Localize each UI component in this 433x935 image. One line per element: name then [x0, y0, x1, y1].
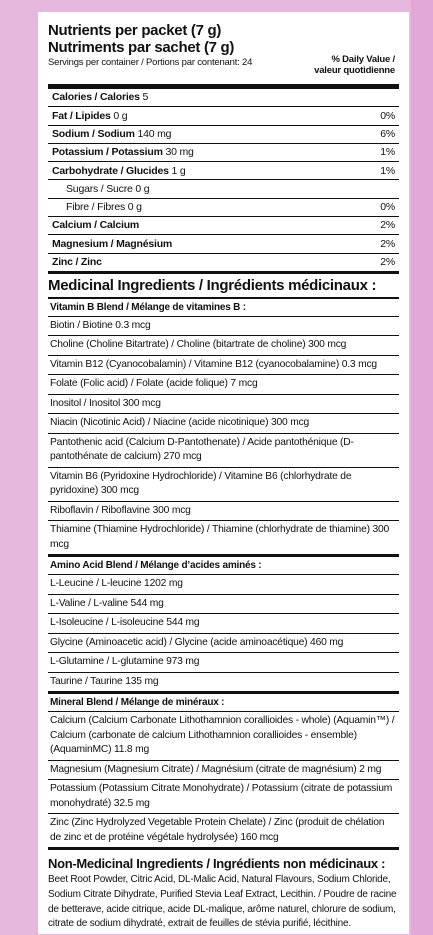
nutrient-row	[48, 199, 399, 217]
amino-ingredient: L-Valine / L-valine 544 mg	[48, 595, 399, 615]
nutrient-dv: 0%	[380, 109, 395, 122]
vitamin-ingredient: Vitamin B12 (Cyanocobalamin) / Vitamine B12 (cyanocobalamine) 0.3 mcg	[48, 356, 399, 376]
amino-blend-title: Amino Acid Blend / Mélange d’acides aminés :	[48, 557, 399, 575]
nutrient-row	[48, 162, 399, 180]
nutrient-name: Potassium / Potassium	[52, 146, 163, 159]
nutrient-amount: 140 mg	[137, 127, 172, 140]
nutrient-dv: 6%	[380, 127, 395, 140]
daily-value-header	[314, 54, 395, 76]
vitamin-ingredient: Biotin / Biotine 0.3 mcg	[48, 317, 399, 337]
nutrient-name-amount	[52, 110, 127, 123]
label-header	[48, 22, 399, 84]
nutrient-amount: 30 mg	[165, 146, 194, 159]
amino-ingredient: L-Glutamine / L-glutamine 973 mg	[48, 653, 399, 673]
nutrient-name: Carbohydrate / Glucides	[52, 164, 169, 177]
dv-line-1: % Daily Value /	[331, 54, 395, 65]
nutrient-amount: 5	[142, 91, 149, 104]
nutrient-name-amount	[52, 165, 185, 178]
nutrient-name: Fibre / Fibres	[66, 201, 126, 214]
nutrient-name-amount	[52, 256, 102, 269]
mineral-blend-title: Mineral Blend / Mélange de minéraux :	[48, 694, 399, 712]
nutrient-dv: 2%	[380, 256, 395, 269]
nutrient-name-amount	[52, 91, 148, 104]
nutrient-name-amount	[66, 201, 142, 214]
medicinal-title: Medicinal Ingredients / Ingrédients médicinaux :	[48, 276, 377, 294]
vitamin-ingredient: Pantothenic acid (Calcium D-Pantothenate) / Acide pantothénique (D-pantothénate de calcium) 270 mcg	[48, 434, 399, 468]
nutrient-row	[48, 107, 399, 125]
nutrient-dv: 1%	[380, 164, 395, 177]
non-medicinal-title: Non-Medicinal Ingredients / Ingrédients non médicinaux :	[48, 856, 386, 872]
nutrient-name-amount	[52, 219, 139, 232]
section-rule	[48, 848, 399, 850]
non-medicinal-text: Beet Root Powder, Citric Acid, DL-Malic Acid, Natural Flavours, Sodium Chloride, Sodium Citrate Dihydrate, Purified Stevia Leaf Extract, Lecithin. / Poudre de racine de betterave, acide citrique, acide DL-malique, arôme naturel, chlorure de sodium, citrate de sodium dihydraté, extrait de feuilles de stévia purifié, lécithine.	[48, 874, 397, 930]
mineral-ingredient: Magnesium (Magnesium Citrate) / Magnésium (citrate de magnésium) 2 mg	[48, 761, 399, 781]
nutrient-name: Fat / Lipides	[52, 109, 111, 122]
nutrient-row	[48, 126, 399, 144]
vitamin-ingredient: Inositol / Inositol 300 mcg	[48, 395, 399, 415]
mineral-list	[48, 712, 399, 848]
nutrient-table	[48, 89, 399, 272]
nutrition-label	[38, 12, 409, 934]
amino-ingredient: L-Leucine / L-leucine 1202 mg	[48, 575, 399, 595]
nutrient-row	[48, 144, 399, 162]
nutrient-row	[48, 254, 399, 272]
nutrient-amount: 0 g	[127, 201, 142, 214]
mineral-ingredient: Potassium (Potassium Citrate Monohydrate) / Potassium (citrate de potassium monohydraté) 32.5 mg	[48, 780, 399, 814]
vitamin-ingredient: Vitamin B6 (Pyridoxine Hydrochloride) / Vitamine B6 (chlorhydrate de pyridoxine) 300 mcg	[48, 468, 399, 502]
vitamin-ingredient: Thiamine (Thiamine Hydrochloride) / Thiamine (chlorhydrate de thiamine) 300 mcg	[48, 521, 399, 555]
package-edge	[411, 0, 433, 935]
nutrient-dv: 2%	[380, 219, 395, 232]
amino-ingredient: Glycine (Aminoacetic acid) / Glycine (acide aminoacétique) 460 mg	[48, 634, 399, 654]
vitamin-ingredient: Niacin (Nicotinic Acid) / Niacine (acide nicotinique) 300 mcg	[48, 414, 399, 434]
nutrient-row	[48, 89, 399, 107]
title-en: Nutrients per packet (7 g)	[48, 22, 222, 39]
amino-list	[48, 575, 399, 692]
nutrient-name-amount	[52, 238, 172, 251]
title-fr: Nutriments par sachet (7 g)	[48, 39, 235, 56]
vitamin-list	[48, 317, 399, 556]
nutrient-name: Magnesium / Magnésium	[52, 237, 173, 250]
nutrient-dv: 0%	[380, 201, 395, 214]
nutrient-row	[48, 217, 399, 235]
servings-text: Servings per container / Portions par contenant: 24	[48, 57, 253, 68]
nutrient-row	[48, 180, 399, 198]
vitamin-blend-title: Vitamin B Blend / Mélange de vitamines B :	[48, 299, 399, 317]
nutrient-name: Sugars / Sucre	[66, 182, 133, 195]
nutrient-dv: 2%	[380, 237, 395, 250]
mineral-ingredient: Calcium (Calcium Carbonate Lithothamnion corallioides - whole) (Aquamin™) / Calcium (carbonate de calcium Lithothamnion corallioides - ensemble) (AquaminMC) 11.8 mg	[48, 712, 399, 761]
nutrient-name: Sodium / Sodium	[52, 127, 135, 140]
nutrient-name-amount	[52, 128, 171, 141]
dv-line-2: valeur quotidienne	[314, 65, 395, 76]
amino-ingredient: L-Isoleucine / L-isoleucine 544 mg	[48, 614, 399, 634]
nutrient-name: Calories / Calories	[52, 91, 140, 104]
section-rule	[48, 272, 399, 274]
nutrient-name-amount	[52, 146, 194, 159]
vitamin-ingredient: Choline (Choline Bitartrate) / Choline (bitartrate de choline) 300 mcg	[48, 336, 399, 356]
mineral-ingredient: Zinc (Zinc Hydrolyzed Vegetable Protein Chelate) / Zinc (produit de chélation de zinc et de protéine végétale hydrolysée) 160 mcg	[48, 814, 399, 848]
nutrient-amount: 0 g	[113, 109, 128, 122]
vitamin-ingredient: Folate (Folic acid) / Folate (acide folique) 7 mcg	[48, 375, 399, 395]
vitamin-ingredient: Riboflavin / Riboflavine 300 mcg	[48, 502, 399, 522]
nutrient-row	[48, 235, 399, 253]
nutrient-name: Zinc / Zinc	[52, 256, 102, 269]
nutrient-name-amount	[66, 183, 149, 196]
nutrient-amount: 1 g	[171, 164, 186, 177]
nutrient-name: Calcium / Calcium	[52, 219, 140, 232]
nutrient-dv: 1%	[380, 146, 395, 159]
nutrient-amount: 0 g	[135, 182, 150, 195]
amino-ingredient: Taurine / Taurine 135 mg	[48, 673, 399, 693]
